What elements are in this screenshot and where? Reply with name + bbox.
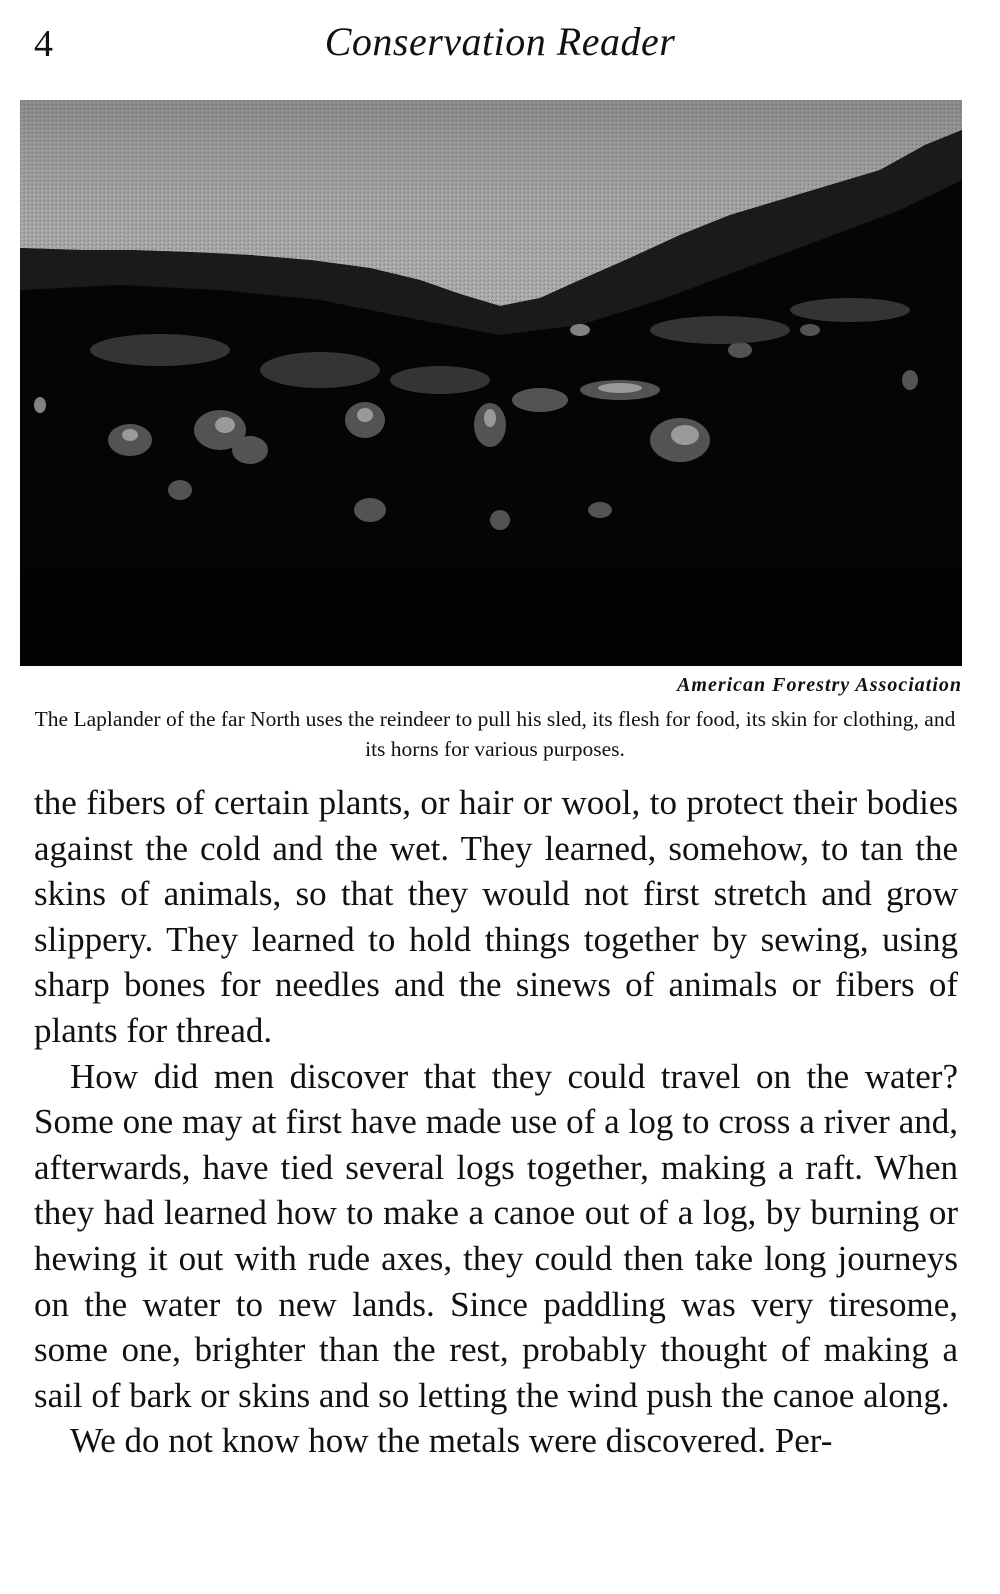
- photo-credit: American Forestry Association: [677, 674, 962, 696]
- body-text: [34, 780, 958, 1464]
- paragraph: How did men discover that they could travel on the water? Some one may at first have made use of a log to cross a river and, afterwards, have tied several logs together, making a raft. When they had learned how to make a canoe out of a log, by burning or hewing it out with rude axes, they could then take long journeys on the water to new lands. Since paddling was very tiresome, some one, brighter than the rest, probably thought of making a sail of bark or skins and so letting the wind push the canoe along.: [34, 1056, 958, 1415]
- paragraph: We do not know how the metals were discovered. Per-: [70, 1421, 833, 1461]
- page-number: 4: [34, 23, 53, 65]
- lapland-reindeer-photo: [20, 100, 962, 666]
- figure-caption: The Laplander of the far North uses the reindeer to pull his sled, its flesh for food, its skin for clothing, and its horns for various purposes.: [34, 707, 956, 761]
- running-title: Conservation Reader: [324, 19, 676, 64]
- paragraph: the fibers of certain plants, or hair or wool, to protect their bodies against the cold and the wet. They learned, somehow, to tan the skins of animals, so that they would not first stretch and grow slippery. They learned to hold things together by sewing, using sharp bones for needles and the sinews of animals or fibers of plants for thread.: [34, 783, 958, 1050]
